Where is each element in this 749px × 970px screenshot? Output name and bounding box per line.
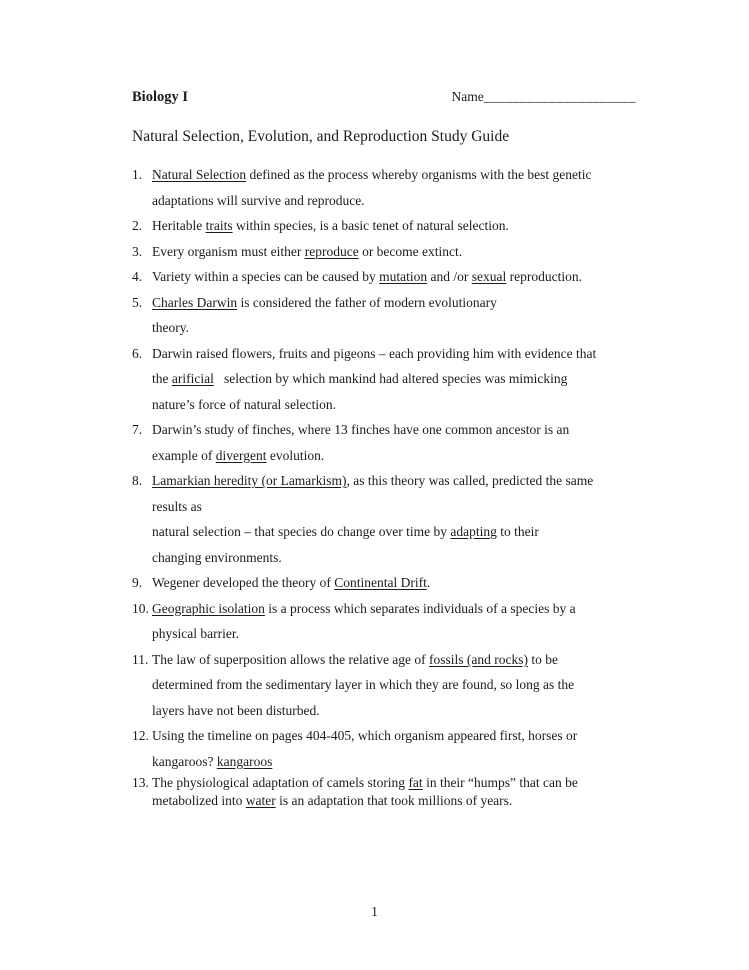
underlined-term: water [245, 793, 276, 808]
text-line [152, 596, 652, 622]
text-line [152, 621, 652, 647]
text-line [152, 341, 652, 367]
item-text [152, 774, 652, 810]
text-line [152, 417, 652, 443]
underlined-term: fat [408, 775, 423, 790]
text-segment: layers have not been disturbed. [152, 702, 320, 718]
item-text [152, 290, 652, 341]
underlined-term: kangaroos [216, 753, 273, 769]
item-text [152, 264, 652, 290]
name-field [452, 88, 636, 106]
underlined-term: traits [205, 218, 233, 233]
underlined-term: Charles Darwin [152, 294, 238, 310]
text-segment: metabolized into [152, 793, 246, 808]
underlined-term: adapting [450, 524, 497, 539]
text-line [152, 239, 652, 265]
text-line [152, 545, 652, 571]
text-line [152, 443, 652, 469]
text-segment: or become extinct. [358, 243, 463, 259]
list-item [132, 723, 652, 774]
underlined-term: Lamarkian heredity (or Lamarkism) [152, 473, 347, 488]
underlined-term: arificial [171, 371, 214, 386]
text-line [152, 792, 652, 810]
document-header [132, 88, 652, 106]
text-segment: Every organism must either [152, 243, 305, 259]
item-text [152, 596, 652, 647]
text-segment: in their “humps” that can be [422, 775, 578, 790]
list-item [132, 570, 652, 596]
name-blank-line: _____________________ [483, 89, 636, 104]
text-segment: to their [496, 524, 539, 539]
item-number: 5. [132, 294, 143, 310]
text-segment: Darwin raised flowers, fruits and pigeons – each providing him with evidence that [152, 345, 597, 361]
text-line [152, 392, 652, 418]
text-segment: Variety within a species can be caused by [152, 269, 380, 284]
course-title: Biology I [132, 89, 188, 105]
text-line [152, 264, 652, 290]
underlined-term: fossils (and rocks) [429, 651, 529, 667]
underlined-term: Continental Drift [334, 575, 427, 590]
item-text [152, 647, 652, 724]
underlined-term: reproduce [304, 243, 359, 259]
text-line [152, 672, 652, 698]
text-segment: selection by which mankind had altered species was mimicking [213, 371, 568, 386]
item-number: 1. [132, 167, 143, 182]
document-content [132, 88, 652, 810]
item-text [152, 162, 652, 213]
text-segment: and /or [427, 269, 472, 284]
item-number: 6. [132, 345, 143, 361]
text-segment: results as [152, 498, 202, 514]
underlined-term: Natural Selection [152, 167, 247, 182]
list-item [132, 239, 652, 265]
text-segment: nature’s force of natural selection. [152, 396, 337, 412]
name-label: Name [451, 89, 484, 104]
text-segment: determined from the sedimentary layer in which they are found, so long as the [152, 677, 575, 692]
text-line [152, 570, 652, 596]
document-title: Natural Selection, Evolution, and Reproduction Study Guide [132, 128, 510, 145]
text-segment: example of [152, 447, 216, 463]
text-segment: natural selection – that species do change over time by [152, 524, 451, 539]
list-item [132, 596, 652, 647]
underlined-term: divergent [215, 447, 267, 463]
text-segment: is a process which separates individuals of a species by a [264, 600, 576, 616]
text-segment: The law of superposition allows the relative age of [152, 651, 430, 667]
text-line [152, 162, 652, 188]
list-item [132, 647, 652, 724]
text-segment: adaptations will survive and reproduce. [152, 192, 365, 208]
text-line [152, 494, 652, 520]
item-number: 11. [132, 651, 149, 667]
text-line [152, 188, 652, 214]
text-segment: reproduction. [506, 269, 583, 284]
text-line [152, 315, 652, 341]
text-line [152, 366, 652, 392]
underlined-term: sexual [471, 269, 507, 284]
text-line [152, 647, 652, 673]
item-text [152, 213, 652, 239]
text-segment: within species, is a basic tenet of natural selection. [232, 218, 509, 233]
item-number: 13. [132, 775, 149, 790]
underlined-term: mutation [379, 269, 428, 284]
text-segment: Darwin’s study of finches, where 13 finches have one common ancestor is an [152, 422, 570, 437]
text-segment: theory. [152, 320, 189, 335]
text-segment: Using the timeline on pages 404-405, which organism appeared first, horses or [152, 728, 578, 743]
study-list [132, 162, 652, 810]
text-segment: evolution. [266, 447, 325, 463]
list-item [132, 290, 652, 341]
list-item [132, 774, 652, 810]
text-line [152, 468, 652, 494]
item-number: 10. [132, 600, 149, 616]
text-line [152, 290, 652, 316]
item-text [152, 723, 652, 774]
text-segment: is considered the father of modern evolutionary [237, 294, 497, 310]
item-text [152, 570, 652, 596]
item-number: 4. [132, 269, 143, 284]
text-segment: , as this theory was called, predicted the same [346, 473, 594, 488]
list-item [132, 341, 652, 418]
list-item [132, 468, 652, 570]
item-number: 12. [132, 728, 149, 743]
underlined-term: Geographic isolation [152, 600, 265, 616]
text-line [152, 213, 652, 239]
list-item [132, 264, 652, 290]
item-text [152, 417, 652, 468]
text-segment: physical barrier. [152, 626, 239, 641]
item-text [152, 341, 652, 418]
text-segment: kangaroos? [152, 753, 217, 769]
item-number: 2. [132, 218, 143, 233]
text-line [152, 698, 652, 724]
item-text [152, 468, 652, 570]
text-segment: Heritable [152, 218, 206, 233]
text-segment: changing environments. [152, 549, 282, 565]
text-line [152, 723, 652, 749]
list-item [132, 213, 652, 239]
item-number: 3. [132, 243, 143, 259]
text-segment: is an adaptation that took millions of years. [275, 793, 513, 808]
text-line [152, 519, 652, 545]
text-line [152, 749, 652, 775]
text-segment: defined as the process whereby organisms with the best genetic [246, 167, 592, 182]
text-line [152, 774, 652, 792]
list-item [132, 162, 652, 213]
page-number: 1 [371, 904, 378, 919]
item-number: 7. [132, 422, 143, 437]
text-segment: Wegener developed the theory of [152, 575, 335, 590]
text-segment: . [426, 575, 431, 590]
item-number: 8. [132, 473, 143, 488]
item-text [152, 239, 652, 265]
text-segment: the [152, 371, 172, 386]
text-segment: The physiological adaptation of camels storing [152, 775, 409, 790]
item-number: 9. [132, 575, 143, 590]
list-item [132, 417, 652, 468]
text-segment: to be [528, 651, 559, 667]
